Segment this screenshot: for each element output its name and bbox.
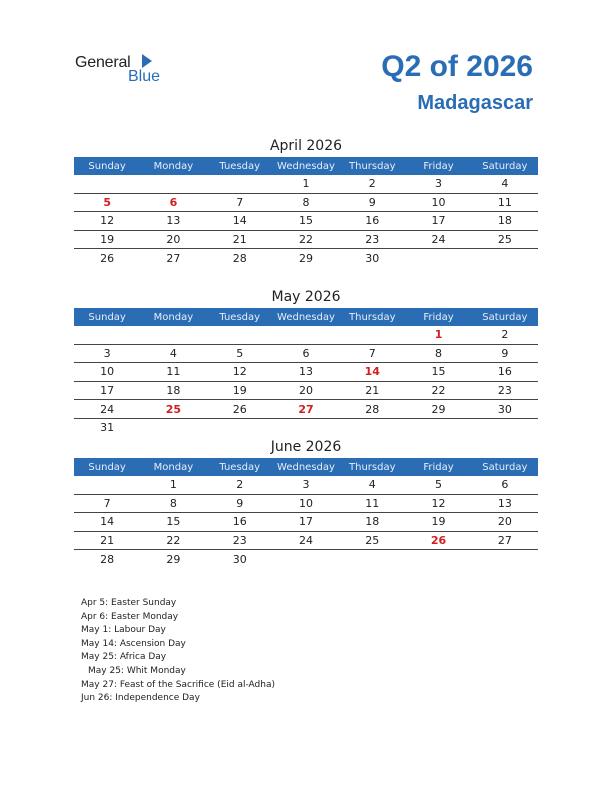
- weekday-header: Sunday: [74, 157, 140, 175]
- day-cell: 12: [405, 494, 471, 513]
- month-title: April 2026: [269, 138, 343, 154]
- week-row: [74, 400, 538, 419]
- day-cell: 23: [339, 230, 405, 249]
- holiday-notes: [81, 597, 275, 706]
- holiday-note: May 1: Labour Day: [81, 625, 166, 636]
- day-cell: 20: [273, 381, 339, 400]
- logo: [75, 52, 185, 88]
- weekday-header: Tuesday: [207, 157, 273, 175]
- month-april: [74, 136, 538, 267]
- weekday-header: Friday: [405, 458, 471, 476]
- day-cell: 30: [472, 400, 538, 419]
- day-cell: 17: [74, 381, 140, 400]
- week-row: [74, 418, 538, 436]
- empty-day-cell: [472, 550, 538, 568]
- day-cell: 17: [273, 513, 339, 532]
- week-row: [74, 550, 538, 568]
- empty-day-cell: [140, 326, 206, 344]
- day-cell: 26: [405, 531, 471, 550]
- weekday-header-row: [74, 458, 538, 476]
- weekday-header: Monday: [140, 458, 206, 476]
- month-title: June 2026: [270, 439, 342, 455]
- week-row: [74, 513, 538, 532]
- week-row: [74, 175, 538, 193]
- empty-day-cell: [339, 418, 405, 436]
- weekday-header: Tuesday: [207, 308, 273, 326]
- week-row: [74, 531, 538, 550]
- country-name: Madagascar: [417, 92, 533, 114]
- day-cell: 19: [207, 381, 273, 400]
- day-cell: 31: [100, 421, 115, 435]
- day-cell: 9: [339, 193, 405, 212]
- day-cell: 22: [273, 230, 339, 249]
- day-cell: 11: [472, 193, 538, 212]
- day-cell: 22: [405, 381, 471, 400]
- day-cell: 29: [166, 552, 181, 566]
- empty-day-cell: [339, 326, 405, 344]
- day-cell: 16: [339, 212, 405, 231]
- day-cell: 12: [74, 212, 140, 231]
- day-cell: 27: [273, 400, 339, 419]
- day-cell: 9: [472, 344, 538, 363]
- holiday-note: Apr 6: Easter Monday: [81, 611, 179, 622]
- page-title: Q2 of 2026: [381, 50, 533, 83]
- day-cell: 25: [140, 400, 206, 419]
- day-cell: 11: [339, 494, 405, 513]
- day-cell: 20: [140, 230, 206, 249]
- week-row: [74, 249, 538, 267]
- empty-day-cell: [207, 175, 273, 193]
- day-cell: 18: [339, 513, 405, 532]
- day-cell: 23: [207, 531, 273, 550]
- day-cell: 1: [140, 476, 206, 494]
- month-title: May 2026: [271, 289, 341, 305]
- week-row: [74, 212, 538, 231]
- day-cell: 1: [405, 326, 471, 344]
- day-cell: 8: [273, 193, 339, 212]
- day-cell: 3: [405, 175, 471, 193]
- logo-flag-icon: [142, 54, 152, 68]
- empty-day-cell: [207, 326, 273, 344]
- day-cell: 5: [207, 344, 273, 363]
- day-cell: 26: [207, 400, 273, 419]
- empty-day-cell: [207, 418, 273, 436]
- weekday-header: Friday: [405, 308, 471, 326]
- day-cell: 2: [339, 175, 405, 193]
- weekday-header: Sunday: [74, 458, 140, 476]
- week-row: [74, 476, 538, 494]
- weekday-header: Tuesday: [207, 458, 273, 476]
- week-row: [74, 193, 538, 212]
- day-cell: 3: [74, 344, 140, 363]
- day-cell: 14: [207, 212, 273, 231]
- day-cell: 27: [472, 531, 538, 550]
- day-cell: 29: [298, 251, 313, 265]
- day-cell: 7: [339, 344, 405, 363]
- day-cell: 24: [273, 531, 339, 550]
- day-cell: 21: [339, 381, 405, 400]
- day-cell: 22: [140, 531, 206, 550]
- empty-day-cell: [273, 550, 339, 568]
- day-cell: 21: [207, 230, 273, 249]
- weekday-header: Monday: [140, 308, 206, 326]
- day-cell: 27: [166, 251, 181, 265]
- day-cell: 16: [472, 363, 538, 382]
- day-cell: 2: [472, 326, 538, 344]
- day-cell: 4: [140, 344, 206, 363]
- day-cell: 19: [405, 513, 471, 532]
- day-cell: 5: [74, 193, 140, 212]
- day-cell: 14: [339, 363, 405, 382]
- day-cell: 3: [273, 476, 339, 494]
- day-cell: 14: [74, 513, 140, 532]
- day-cell: 19: [74, 230, 140, 249]
- holiday-note: Jun 26: Independence Day: [81, 693, 200, 704]
- calendar-grid: [74, 308, 538, 437]
- week-row: [74, 363, 538, 382]
- day-cell: 29: [405, 400, 471, 419]
- weekday-header: Wednesday: [273, 458, 339, 476]
- week-row: [74, 230, 538, 249]
- empty-day-cell: [405, 418, 471, 436]
- day-cell: 10: [405, 193, 471, 212]
- empty-day-cell: [74, 175, 140, 193]
- day-cell: 30: [365, 251, 380, 265]
- week-row: [74, 494, 538, 513]
- weekday-header: Wednesday: [273, 157, 339, 175]
- weekday-header: Thursday: [339, 458, 405, 476]
- day-cell: 10: [273, 494, 339, 513]
- day-cell: 12: [207, 363, 273, 382]
- empty-day-cell: [339, 550, 405, 568]
- day-cell: 4: [339, 476, 405, 494]
- day-cell: 8: [405, 344, 471, 363]
- day-cell: 15: [405, 363, 471, 382]
- week-row: [74, 344, 538, 363]
- month-may: [74, 287, 538, 437]
- holiday-note: May 25: Whit Monday: [88, 665, 186, 676]
- day-cell: 6: [273, 344, 339, 363]
- day-cell: 2: [207, 476, 273, 494]
- weekday-header: Thursday: [339, 157, 405, 175]
- calendar-grid: [74, 458, 538, 568]
- weekday-header: Thursday: [339, 308, 405, 326]
- day-cell: 23: [472, 381, 538, 400]
- logo-word-blue: Blue: [128, 68, 161, 85]
- day-cell: 7: [74, 494, 140, 513]
- day-cell: 20: [472, 513, 538, 532]
- empty-day-cell: [405, 249, 471, 267]
- day-cell: 18: [140, 381, 206, 400]
- day-cell: 4: [472, 175, 538, 193]
- holiday-note: May 27: Feast of the Sacrifice (Eid al-Adha): [81, 679, 275, 690]
- day-cell: 15: [140, 513, 206, 532]
- day-cell: 24: [74, 400, 140, 419]
- week-row: [74, 381, 538, 400]
- logo-word-general: General: [75, 54, 131, 71]
- day-cell: 6: [140, 193, 206, 212]
- week-row: [74, 326, 538, 344]
- day-cell: 30: [232, 552, 247, 566]
- empty-day-cell: [472, 249, 538, 267]
- day-cell: 24: [405, 230, 471, 249]
- weekday-header-row: [74, 157, 538, 175]
- day-cell: 9: [207, 494, 273, 513]
- day-cell: 8: [140, 494, 206, 513]
- day-cell: 11: [140, 363, 206, 382]
- day-cell: 13: [472, 494, 538, 513]
- weekday-header: Sunday: [74, 308, 140, 326]
- empty-day-cell: [74, 326, 140, 344]
- day-cell: 13: [273, 363, 339, 382]
- day-cell: 5: [405, 476, 471, 494]
- day-cell: 25: [472, 230, 538, 249]
- day-cell: 13: [140, 212, 206, 231]
- weekday-header: Friday: [405, 157, 471, 175]
- day-cell: 17: [405, 212, 471, 231]
- empty-day-cell: [472, 418, 538, 436]
- weekday-header: Wednesday: [273, 308, 339, 326]
- empty-day-cell: [140, 175, 206, 193]
- holiday-note: May 25: Africa Day: [81, 652, 167, 663]
- day-cell: 7: [207, 193, 273, 212]
- day-cell: 18: [472, 212, 538, 231]
- day-cell: 28: [232, 251, 247, 265]
- day-cell: 16: [207, 513, 273, 532]
- day-cell: 26: [100, 251, 115, 265]
- empty-day-cell: [273, 418, 339, 436]
- holiday-note: Apr 5: Easter Sunday: [81, 598, 177, 608]
- empty-day-cell: [273, 326, 339, 344]
- day-cell: 6: [472, 476, 538, 494]
- calendar-grid: [74, 157, 538, 267]
- empty-day-cell: [140, 418, 206, 436]
- weekday-header: Saturday: [472, 308, 538, 326]
- weekday-header-row: [74, 308, 538, 326]
- month-june: [74, 437, 538, 568]
- weekday-header: Saturday: [472, 157, 538, 175]
- holiday-note: May 14: Ascension Day: [81, 638, 186, 649]
- empty-day-cell: [405, 550, 471, 568]
- empty-day-cell: [74, 476, 140, 494]
- day-cell: 21: [74, 531, 140, 550]
- weekday-header: Saturday: [472, 458, 538, 476]
- day-cell: 25: [339, 531, 405, 550]
- day-cell: 10: [74, 363, 140, 382]
- day-cell: 28: [339, 400, 405, 419]
- day-cell: 28: [100, 552, 115, 566]
- weekday-header: Monday: [140, 157, 206, 175]
- day-cell: 1: [273, 175, 339, 193]
- day-cell: 15: [273, 212, 339, 231]
